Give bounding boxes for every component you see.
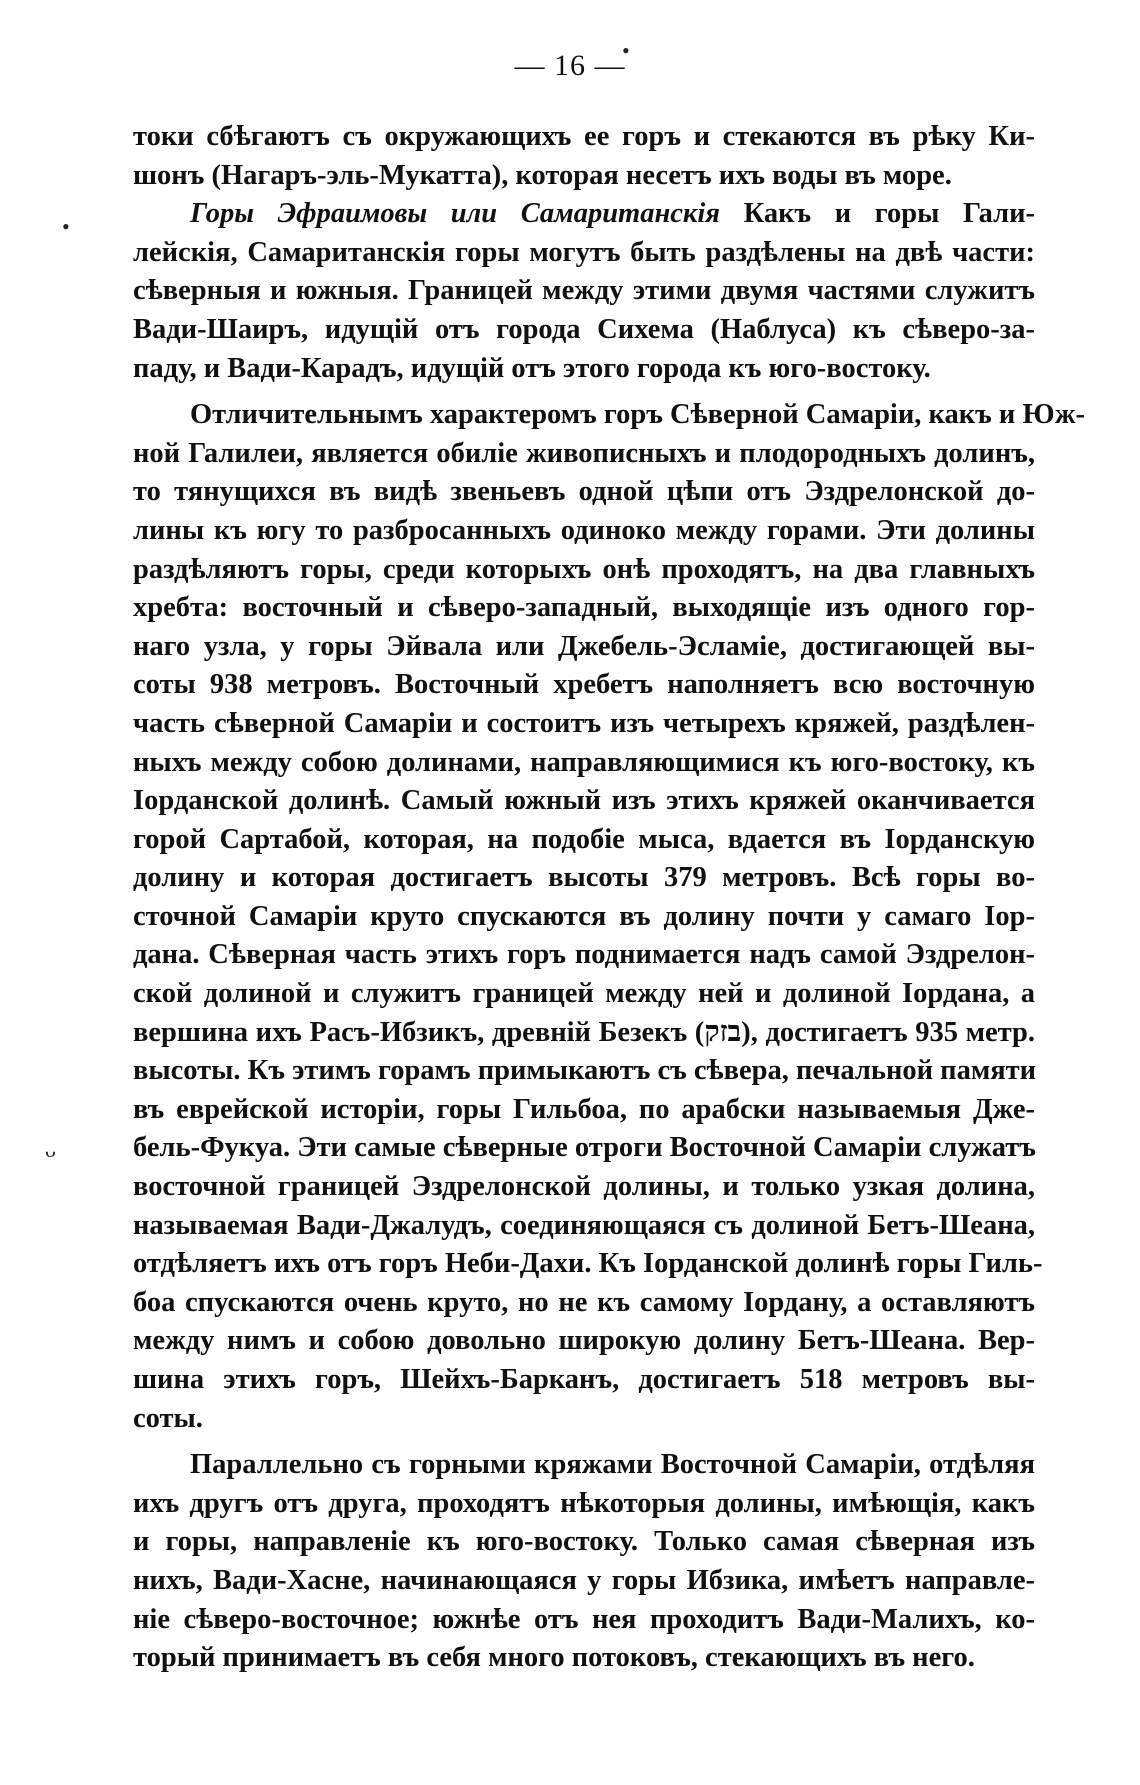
text-line: бель-Фукуа. Эти самые сѣверные отроги Восточной Самаріи служатъ (133, 1132, 1036, 1164)
text-line: и горы, направленіе къ юго-востоку. Только самая сѣверная изъ (133, 1526, 1035, 1558)
text-line: восточной границей Эздрелонской долины, и только узкая долина, (133, 1171, 1035, 1203)
text-line: хребта: восточный и сѣверо-западный, выходящіе изъ одного гор- (133, 592, 1035, 624)
text-line: боа спускаются очень круто, но не къ самому Іордану, а оставляютъ (133, 1286, 1035, 1318)
text-line: лины къ югу то разбросанныхъ одиноко между горами. Эти долины (133, 514, 1035, 546)
text-line: наго узла, у горы Эйвала или Джебель-Эсламіе, достигающей вы- (133, 630, 1035, 662)
text-line: ніе сѣверо-восточное; южнѣе отъ нея проходитъ Вади-Малихъ, ко- (133, 1603, 1035, 1635)
text-line: высоты. Къ этимъ горамъ примыкаютъ съ сѣвера, печальной памяти (133, 1055, 1037, 1087)
text-line: вершина ихъ Расъ-Ибзикъ, древній Безекъ (בזק), достигаетъ 935 метр. (133, 1016, 1035, 1048)
text-line: соты. (133, 1402, 203, 1434)
margin-mark-left-1: • (62, 214, 70, 239)
page-number: — 16 — (514, 49, 626, 82)
text-line: торый принимаетъ въ себя много потоковъ, стекающихъ въ него. (133, 1642, 975, 1674)
text-line: нихъ, Вади-Хасне, начинающаяся у горы Ибзика, имѣетъ направле- (133, 1564, 1035, 1596)
text-line: въ еврейской исторіи, горы Гильбоа, по арабски называемыя Дже- (133, 1093, 1035, 1125)
text-line (133, 195, 1035, 234)
text-line: дана. Сѣверная часть этихъ горъ поднимается надъ самой Эздрелон- (133, 939, 1035, 971)
text-line: Отличительнымъ характеромъ горъ Сѣверной Самаріи, какъ и Юж- (190, 399, 1086, 431)
text-line: ныхъ между собою долинами, направляющимися къ юго-востоку, къ (133, 746, 1035, 778)
text-line: ной Галилеи, является обиліе живописныхъ и плодородныхъ долинъ, (133, 437, 1035, 469)
text-line: ской долиной и служитъ границей между ней и долиной Іордана, а (133, 978, 1035, 1010)
text-span: Какъ и горы Гали- (719, 198, 1035, 230)
text-line: лейскія, Самаританскія горы могутъ быть раздѣлены на двѣ части: (133, 236, 1035, 268)
text-line: токи сбѣгаютъ съ окружающихъ ее горъ и стекаются въ рѣку Ки- (133, 121, 1035, 152)
text-line: раздѣляютъ горы, среди которыхъ онѣ проходятъ, на два главныхъ (133, 553, 1035, 585)
body-text (133, 118, 1086, 1678)
text-line: шина этихъ горъ, Шейхъ-Барканъ, достигаетъ 518 метровъ вы- (133, 1364, 1035, 1395)
text-line: соты 938 метровъ. Восточный хребетъ наполняетъ всю восточную (133, 669, 1035, 701)
text-line: долину и которая достигаетъ высоты 379 метровъ. Всѣ горы во- (133, 862, 1035, 894)
text-line: отдѣляетъ ихъ отъ горъ Неби-Дахи. Къ Іорданской долинѣ горы Гиль- (133, 1248, 1043, 1280)
text-line: Параллельно съ горными кряжами Восточной Самаріи, отдѣляя (190, 1449, 1035, 1481)
text-line: то тянущихся въ видѣ звеньевъ одной цѣпи отъ Эздрелонской до- (133, 476, 1035, 508)
margin-mark-left-2: ᴗ (45, 1137, 56, 1162)
text-line: часть сѣверной Самаріи и состоитъ изъ четырехъ кряжей, раздѣлен- (133, 707, 1035, 739)
text-line: сѣверныя и южныя. Границей между этими двумя частями служитъ (133, 275, 1035, 307)
text-line: Іорданской долинѣ. Самый южный изъ этихъ кряжей оканчивается (133, 785, 1035, 817)
text-line: шонъ (Нагаръ-эль-Мукатта), которая несетъ ихъ воды въ море. (133, 159, 952, 191)
text-line: между нимъ и собою довольно широкую долину Бетъ-Шеана. Вер- (133, 1325, 1035, 1357)
text-line: паду, и Вади-Карадъ, идущій отъ этого города къ юго-востоку. (133, 352, 931, 384)
text-line: называемая Вади-Джалудъ, соединяющаяся съ долиной Бетъ-Шеана, (133, 1209, 1035, 1241)
text-line: горой Сартабой, которая, на подобіе мыса, вдается въ Іорданскую (133, 823, 1035, 855)
margin-mark-top: • (622, 38, 630, 63)
text-line: Вади-Шаиръ, идущій отъ города Сихема (Наблуса) къ сѣверо-за- (133, 313, 1035, 345)
italic-heading: Горы Эфраимовы или Самаританскія (190, 198, 720, 230)
text-line: ихъ другъ отъ друга, проходятъ нѣкоторыя долины, имѣющія, какъ (133, 1487, 1035, 1519)
text-line: сточной Самаріи круто спускаются въ долину почти у самаго Іор- (133, 900, 1035, 932)
